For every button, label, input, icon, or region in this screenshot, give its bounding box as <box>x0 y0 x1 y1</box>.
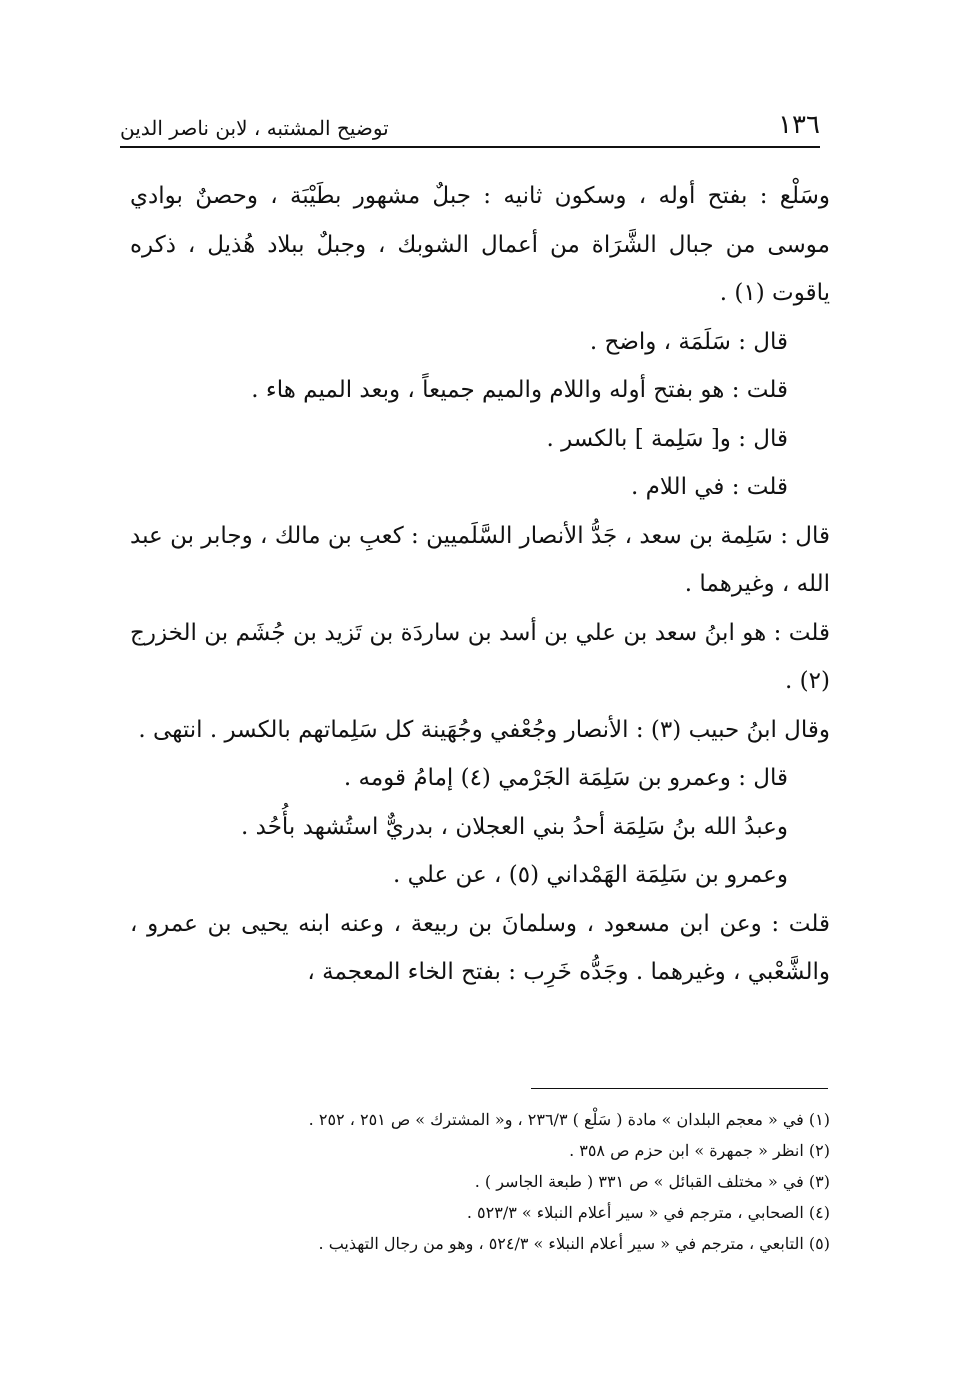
footnote: (٤) الصحابي ، مترجم في « سير أعلام النبلاء » ٥٢٣/٣ . <box>466 1203 830 1222</box>
header-rule <box>120 146 820 148</box>
footnote: (٢) انظر « جمهرة » ابن حزم ص ٣٥٨ . <box>569 1141 830 1160</box>
running-title: توضيح المشتبه ، لابن ناصر الدين <box>120 116 389 140</box>
paragraph: قلت : في اللام . <box>630 474 788 500</box>
paragraph: قلت : هو ابنُ سعد بن علي بن أسد بن ساردَة بن تَزيد بن جُشَم بن الخزرج (٢) . <box>130 619 830 694</box>
paragraph: وقال ابنُ حبيب (٣) : الأنصار وجُعْفي وجُهَينة كل سَلِماتهم بالكسر . انتهى . <box>138 716 830 743</box>
footnotes <box>240 1104 830 1259</box>
footnote-separator <box>531 1088 828 1089</box>
paragraph: وعمرو بن سَلِمَة الهَمْداني (٥) ، عن علي . <box>393 862 788 888</box>
paragraph-sal: وسَلْع : بفتح أوله ، وسكون ثانيه : جبلٌ مشهور بطَيْبَة ، وحصنٌ بوادي موسى من جبال الشَّرَاة من أعمال الشوبك ، وجبلٌ ببلاد هُذيل ، ذكره ياقوت (١) . <box>130 183 830 306</box>
paragraph: قلت : هو بفتح أوله واللام والميم جميعاً ، وبعد الميم هاء . <box>251 377 788 403</box>
paragraph: قال : سَلِمة بن سعد ، جَدُّ الأنصار السَّلَميين : كعبِ بن مالك ، وجابر بن عبد الله ، وغيرهما . <box>130 522 830 597</box>
paragraph: قال : و[ سَلِمة ] بالكسر . <box>546 425 788 452</box>
footnote: (٣) في « مختلف القبائل » ص ٣٣١ ( طبعة الجاسر ) . <box>474 1172 830 1191</box>
page-number: ١٣٦ <box>778 110 820 140</box>
page-header <box>120 98 820 138</box>
footnote: (٥) التابعي ، مترجم في « سير أعلام النبلاء » ٥٢٤/٣ ، وهو من رجال التهذيب . <box>318 1234 830 1253</box>
paragraph: قلت : وعن ابن مسعود ، وسلمانَ بن ربيعة ، وعنه ابنه يحيى بن عمرو ، والشَّعْبي ، وغيرهما . وجَدُّه خَرِب : بفتح الخاء المعجمة ، <box>130 910 830 985</box>
footnote: (١) في « معجم البلدان » مادة ( سَلْع ) ٢٣٦/٣ ، و« المشترك » ص ٢٥١ ، ٢٥٢ . <box>308 1110 830 1129</box>
main-text <box>130 172 830 997</box>
paragraph: قال : سَلَمَة ، واضح . <box>589 328 788 355</box>
paragraph: قال : وعمرو بن سَلِمَة الجَرْمي (٤) إمامُ قومه . <box>343 765 788 791</box>
paragraph: وعبدُ الله بنُ سَلِمَة أحدُ بني العجلان ، بدريٌّ استُشهد بأُحُد . <box>241 813 788 840</box>
